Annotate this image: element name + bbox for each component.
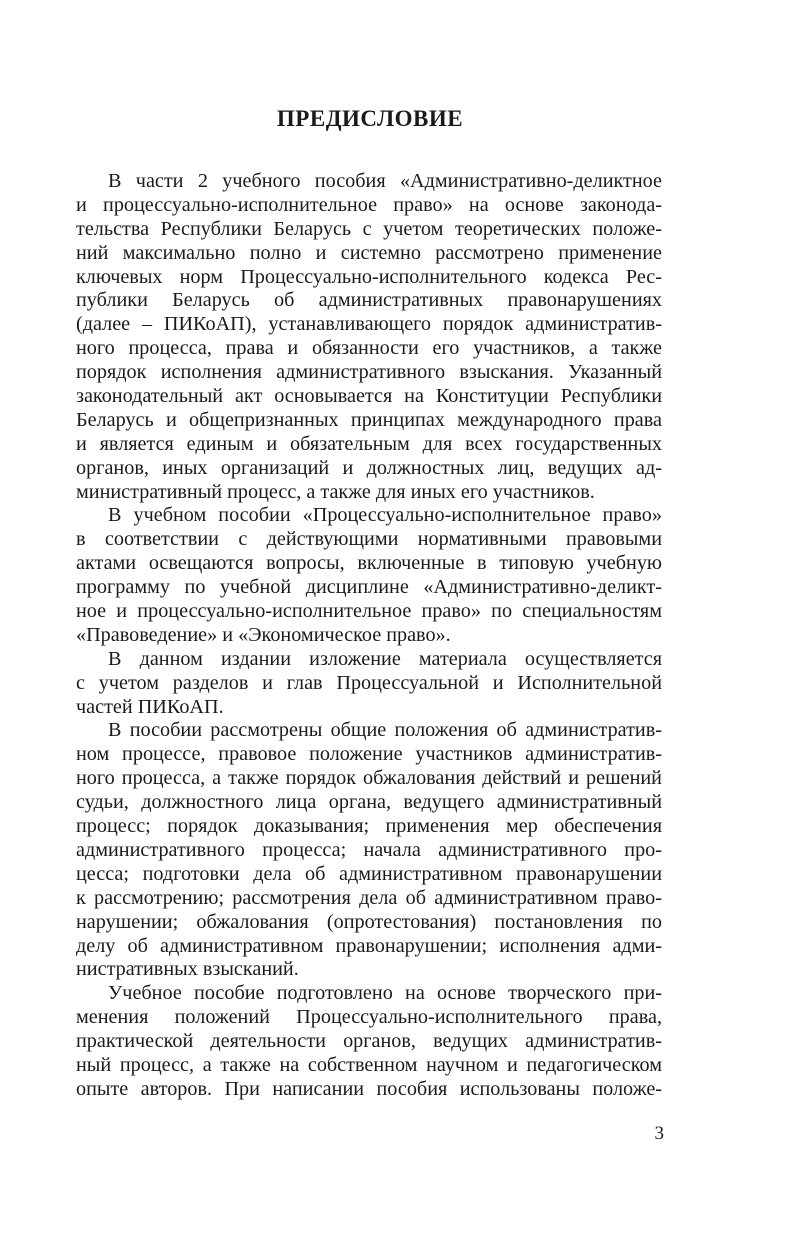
- text-line: делу об административном правонарушении; исполнения адми-: [76, 934, 662, 957]
- text-line: публики Беларусь об административных правонарушениях: [76, 289, 662, 312]
- text-line: цесса; подготовки дела об административном правонарушении: [76, 862, 662, 885]
- text-line: В пособии рассмотрены общие положения об административ-: [108, 719, 662, 742]
- text-line: порядок исполнения административного взыскания. Указанный: [76, 361, 662, 384]
- text-line: (далее – ПИКоАП), устанавливающего порядок административ-: [76, 313, 662, 336]
- text-line: опыте авторов. При написании пособия использованы положе-: [76, 1077, 662, 1100]
- page-heading: ПРЕДИСЛОВИЕ: [276, 106, 464, 131]
- text-line: Учебное пособие подготовлено на основе творческого при-: [108, 982, 662, 1005]
- text-line: программу по учебной дисциплине «Административно-деликт-: [76, 576, 662, 599]
- body-text: [76, 170, 662, 1102]
- text-line: менения положений Процессуально-исполнительного права,: [76, 1006, 662, 1029]
- text-line: в соответствии с действующими нормативными правовыми: [76, 528, 662, 551]
- page-number: 3: [654, 1123, 664, 1144]
- text-line: с учетом разделов и глав Процессуальной и Исполнительной: [76, 671, 662, 694]
- text-line: ний максимально полно и системно рассмотрено применение: [76, 241, 662, 264]
- text-line: ное и процессуально-исполнительное право» по специальностям: [76, 600, 662, 623]
- text-line: и является единым и обязательным для всех государственных: [76, 432, 662, 455]
- paragraph: [76, 504, 662, 647]
- text-line: В части 2 учебного пособия «Административно-деликтное: [108, 170, 662, 192]
- text-line: «Правоведение» и «Экономическое право».: [76, 623, 451, 646]
- text-line: тельства Республики Беларусь с учетом теоретических положе-: [76, 217, 662, 240]
- text-line: процесс; порядок доказывания; применения мер обеспечения: [76, 815, 662, 838]
- text-line: ного процесса, права и обязанности его участников, а также: [76, 337, 662, 360]
- text-line: В данном издании изложение материала осуществляется: [108, 647, 662, 670]
- text-line: судьи, должностного лица органа, ведущего административный: [76, 791, 662, 814]
- text-line: ном процессе, правовое положение участников административ-: [76, 743, 662, 766]
- paragraph: [76, 719, 662, 982]
- text-line: и процессуально-исполнительное право» на основе законода-: [76, 193, 662, 216]
- text-line: Беларусь и общепризнанных принципах международного права: [76, 408, 662, 431]
- paragraph: [76, 982, 662, 1101]
- paragraph: [76, 170, 662, 504]
- text-line: ный процесс, а также на собственном научном и педагогическом: [76, 1053, 662, 1076]
- text-line: ключевых норм Процессуально-исполнительного кодекса Рес-: [76, 265, 662, 288]
- text-line: министративный процесс, а также для иных его участников.: [76, 480, 595, 503]
- text-line: административного процесса; начала административного про-: [76, 838, 662, 861]
- text-line: актами освещаются вопросы, включенные в типовую учебную: [76, 552, 662, 575]
- text-line: органов, иных организаций и должностных лиц, ведущих ад-: [76, 456, 662, 479]
- text-line: частей ПИКоАП.: [76, 695, 224, 718]
- text-line: законодательный акт основывается на Конституции Республики: [76, 385, 662, 408]
- text-line: нарушении; обжалования (опротестования) постановления по: [76, 910, 662, 933]
- text-line: ного процесса, а также порядок обжалования действий и решений: [76, 767, 662, 790]
- text-line: В учебном пособии «Процессуально-исполнительное право»: [108, 504, 662, 527]
- paragraph: [76, 648, 662, 720]
- text-line: практической деятельности органов, ведущих административ-: [76, 1030, 662, 1053]
- text-line: нистративных взысканий.: [76, 958, 299, 981]
- text-line: к рассмотрению; рассмотрения дела об административном право-: [76, 886, 662, 909]
